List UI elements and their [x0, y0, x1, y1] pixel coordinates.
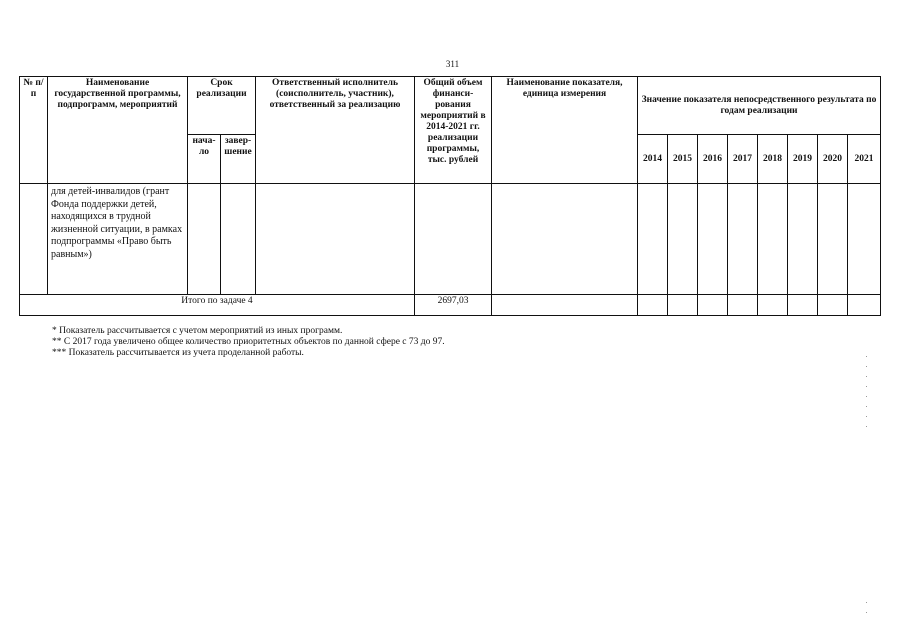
- cell-2018: [758, 184, 788, 295]
- total-2016: [698, 295, 728, 316]
- year-2021: 2021: [848, 135, 881, 184]
- total-indicator: [492, 295, 638, 316]
- footnote-1: * Показатель рассчитывается с учетом мероприятий из иных программ.: [52, 326, 343, 336]
- total-label: Итого по задаче 4: [20, 295, 415, 316]
- page-number: 311: [445, 59, 460, 69]
- cell-2016: [698, 184, 728, 295]
- cell-start: [188, 184, 221, 295]
- cell-indicator: [492, 184, 638, 295]
- year-2019: 2019: [788, 135, 818, 184]
- total-2017: [728, 295, 758, 316]
- cell-2014: [638, 184, 668, 295]
- program-table: [19, 76, 881, 316]
- col-values-header: Значение показателя непосредственного результата по годам реализации: [638, 77, 881, 135]
- col-term-end-header: завер-шение: [221, 135, 256, 184]
- total-2018: [758, 295, 788, 316]
- cell-2020: [818, 184, 848, 295]
- year-2020: 2020: [818, 135, 848, 184]
- footnote-2: ** С 2017 года увеличено общее количество приоритетных объектов по данной сфере с 73 до 97.: [52, 337, 445, 347]
- cell-volume: [415, 184, 492, 295]
- footnote-3: *** Показатель рассчитывается из учета проделанной работы.: [52, 348, 304, 358]
- scan-margin-marks: [866, 356, 868, 436]
- cell-num: [20, 184, 48, 295]
- cell-end: [221, 184, 256, 295]
- cell-responsible: [256, 184, 415, 295]
- total-row: [20, 295, 881, 316]
- col-indicator-header: Наименование показателя, единица измерения: [492, 77, 638, 184]
- year-2017: 2017: [728, 135, 758, 184]
- col-responsible-header: Ответственный исполнитель (соисполнитель, участник), ответственный за реализацию: [256, 77, 415, 184]
- year-2014: 2014: [638, 135, 668, 184]
- cell-name: для детей-инвалидов (грант Фонда поддержки детей, находящихся в трудной жизненной ситуации, в рамках подпрограммы «Право быть равным»): [48, 184, 188, 295]
- col-term-start-header: нача-ло: [188, 135, 221, 184]
- col-num-header: № п/п: [20, 77, 48, 184]
- year-2018: 2018: [758, 135, 788, 184]
- total-2019: [788, 295, 818, 316]
- header-row-1: [20, 77, 881, 135]
- cell-2015: [668, 184, 698, 295]
- scan-margin-marks-bottom: [866, 602, 868, 622]
- col-term-header: Срок реализации: [188, 77, 256, 135]
- total-2020: [818, 295, 848, 316]
- footnotes: [52, 326, 445, 359]
- col-volume-header: Общий объем финанси-рования мероприятий в 2014-2021 гг. реализации программы, тыс. рублей: [415, 77, 492, 184]
- total-2021: [848, 295, 881, 316]
- cell-2017: [728, 184, 758, 295]
- col-name-header: Наименование государственной программы, подпрограмм, мероприятий: [48, 77, 188, 184]
- cell-2021: [848, 184, 881, 295]
- year-2016: 2016: [698, 135, 728, 184]
- total-2015: [668, 295, 698, 316]
- cell-2019: [788, 184, 818, 295]
- total-value: 2697,03: [415, 295, 492, 316]
- table-row: [20, 184, 881, 295]
- total-2014: [638, 295, 668, 316]
- year-2015: 2015: [668, 135, 698, 184]
